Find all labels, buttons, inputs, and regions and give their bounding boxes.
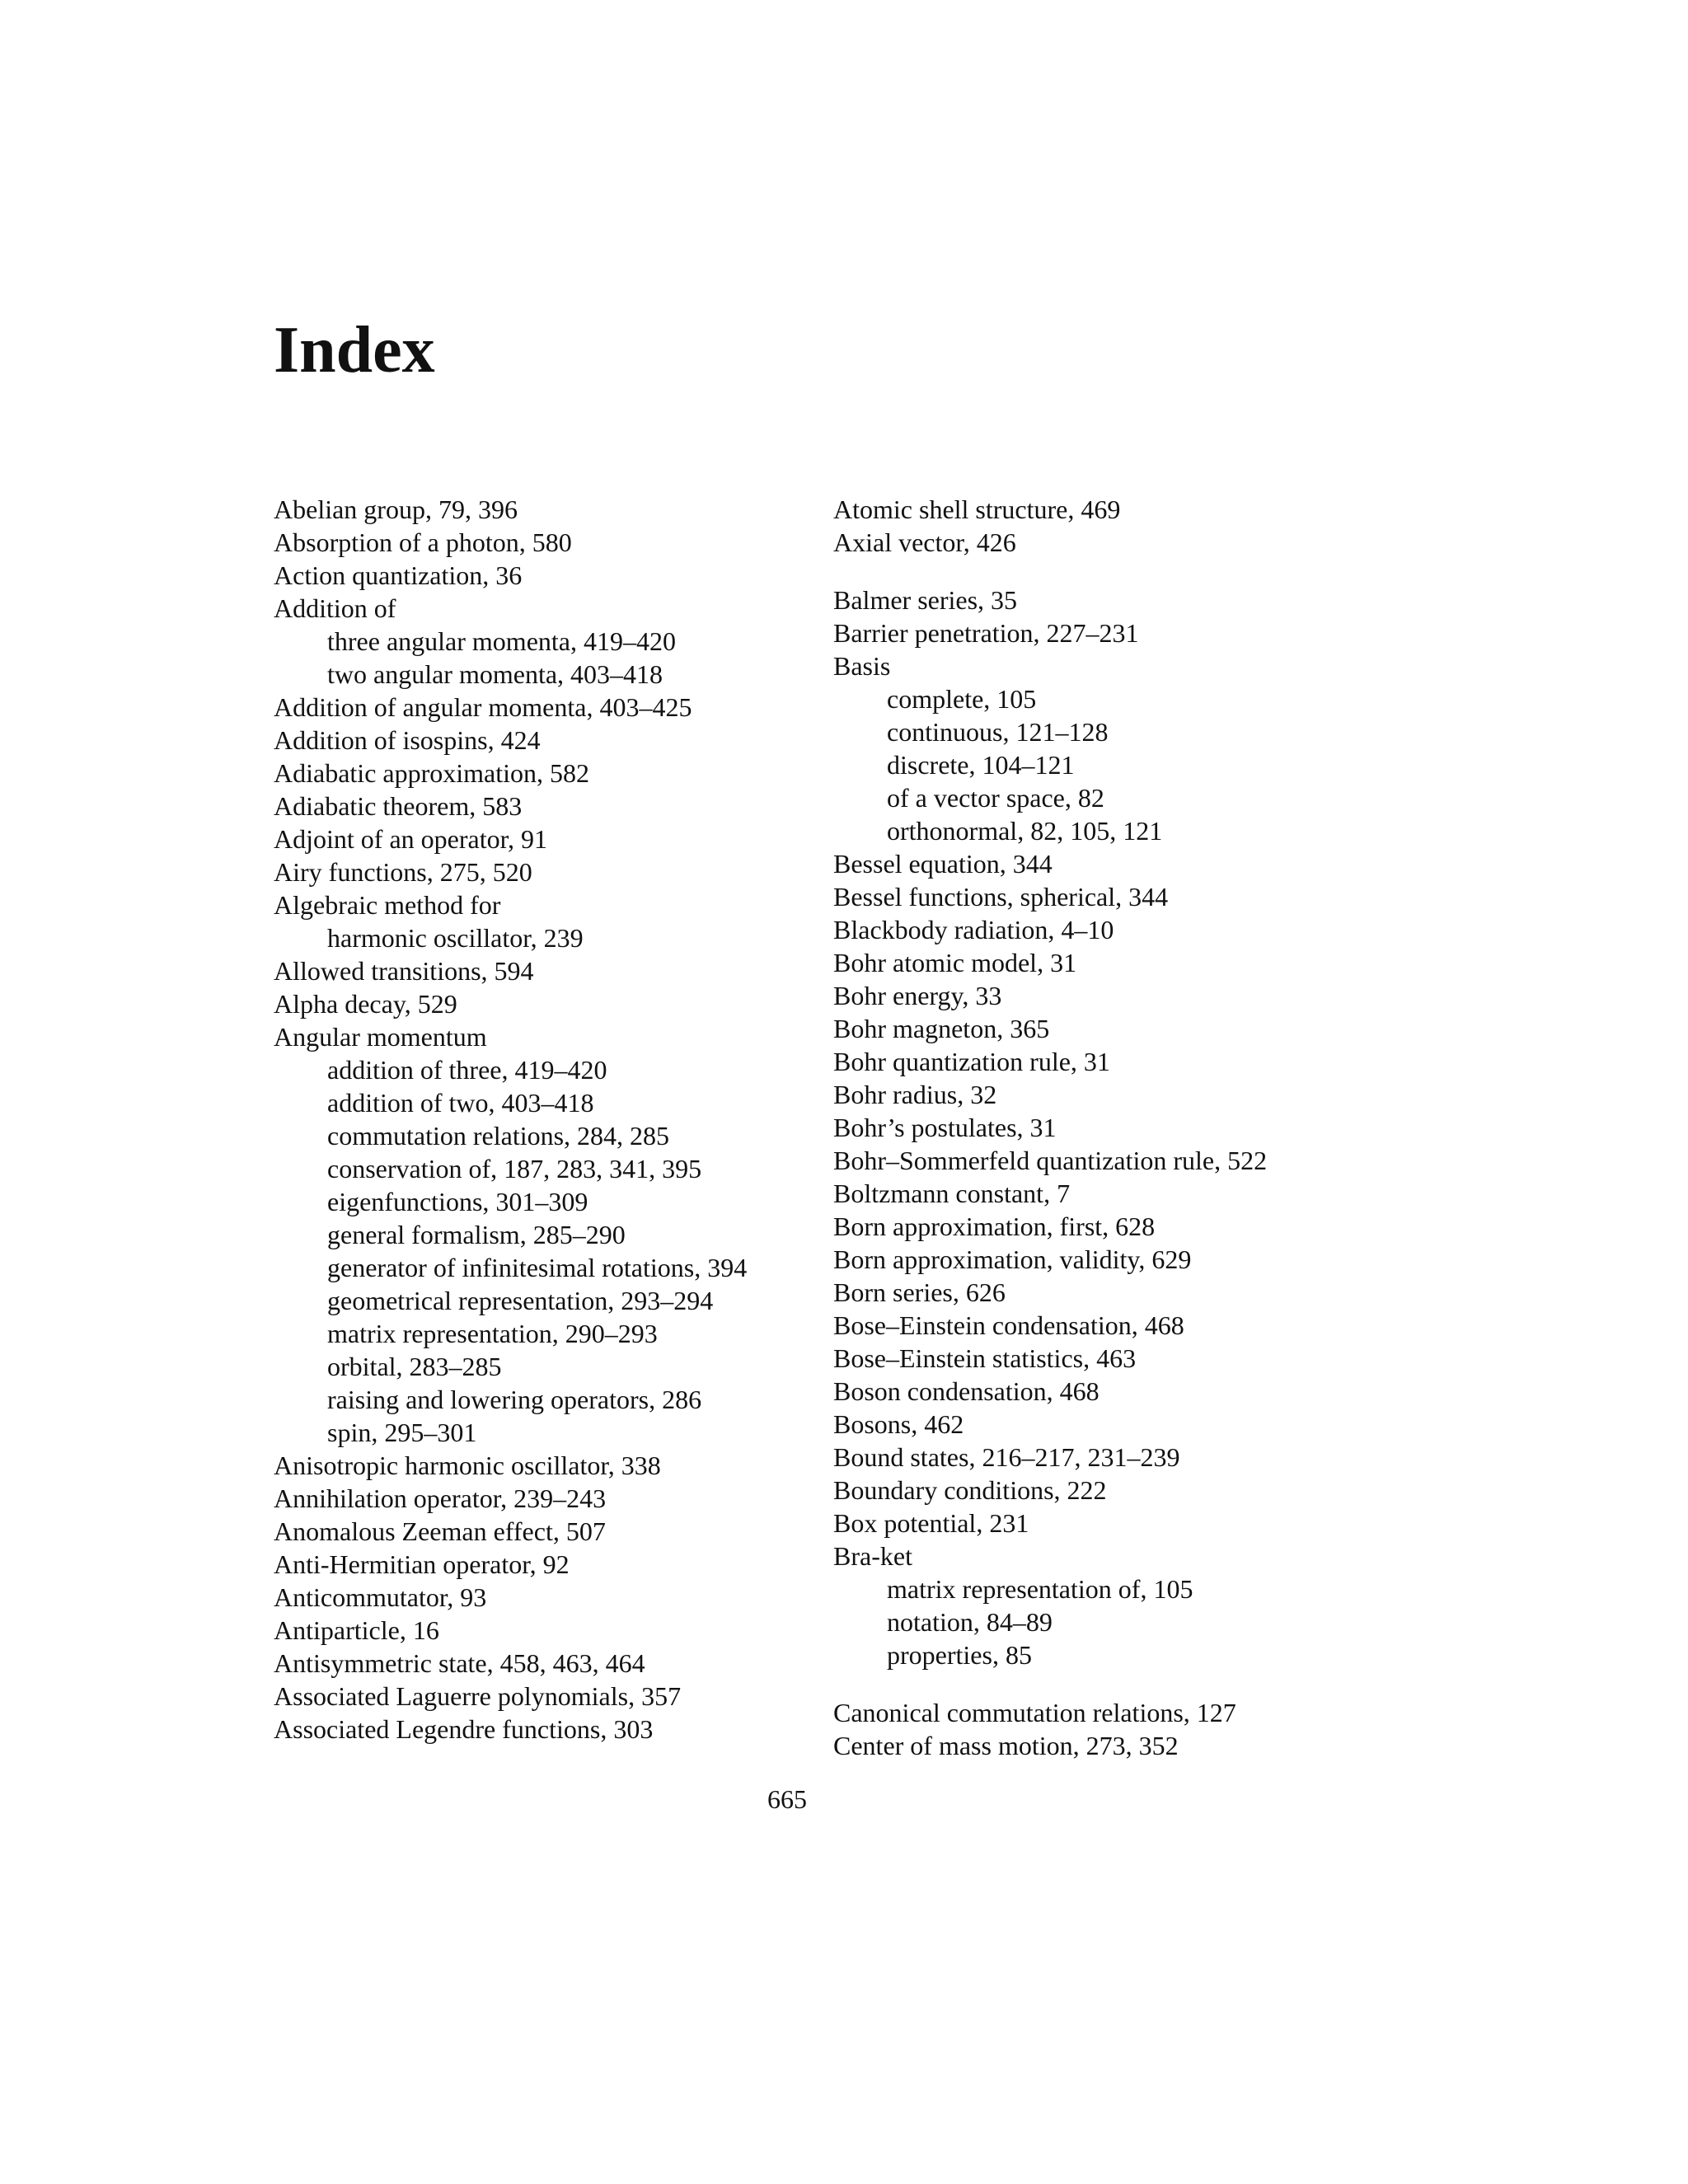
index-entry: Angular momentum (274, 1022, 487, 1052)
index-subentry: orthonormal, 82, 105, 121 (887, 816, 1163, 846)
index-entry: Box potential, 231 (833, 1508, 1029, 1538)
index-entry: Bohr’s postulates, 31 (833, 1113, 1057, 1142)
index-entry: Born series, 626 (833, 1277, 1006, 1307)
index-subentry: addition of two, 403–418 (327, 1088, 594, 1118)
index-entry: Bosons, 462 (833, 1409, 964, 1439)
index-entry: Bound states, 216–217, 231–239 (833, 1442, 1180, 1472)
index-entry: Boundary conditions, 222 (833, 1475, 1107, 1505)
index-subentry: generator of infinitesimal rotations, 394 (327, 1253, 748, 1282)
index-entry: Boson condensation, 468 (833, 1376, 1100, 1406)
index-entry: Born approximation, validity, 629 (833, 1244, 1192, 1274)
index-entry: Alpha decay, 529 (274, 989, 457, 1019)
index-entry: Anti-Hermitian operator, 92 (274, 1549, 570, 1579)
index-subentry: addition of three, 419–420 (327, 1055, 607, 1085)
index-entry: Action quantization, 36 (274, 560, 523, 590)
index-entry: Absorption of a photon, 580 (274, 527, 572, 557)
index-entry: Algebraic method for (274, 890, 501, 920)
index-entry: Bose–Einstein statistics, 463 (833, 1343, 1137, 1373)
index-entry: Allowed transitions, 594 (274, 956, 534, 986)
index-entry: Addition of (274, 593, 396, 623)
index-subentry: notation, 84–89 (887, 1607, 1053, 1637)
index-entry: Atomic shell structure, 469 (833, 494, 1121, 524)
index-subentry: eigenfunctions, 301–309 (327, 1187, 588, 1216)
index-entry: Boltzmann constant, 7 (833, 1179, 1071, 1208)
index-entry: Bohr energy, 33 (833, 981, 1002, 1010)
index-entry: Associated Laguerre polynomials, 357 (274, 1681, 682, 1711)
index-subentry: matrix representation, 290–293 (327, 1319, 658, 1348)
index-subentry: discrete, 104–121 (887, 750, 1075, 780)
index-entry: Bohr quantization rule, 31 (833, 1047, 1110, 1076)
index-subentry: conservation of, 187, 283, 341, 395 (327, 1154, 702, 1183)
page-number: 665 (767, 1784, 807, 1814)
index-entry: Bose–Einstein condensation, 468 (833, 1310, 1184, 1340)
index-subentry: raising and lowering operators, 286 (327, 1385, 702, 1414)
index-subentry: harmonic oscillator, 239 (327, 923, 584, 953)
index-entry: Anomalous Zeeman effect, 507 (274, 1516, 606, 1546)
index-subentry: geometrical representation, 293–294 (327, 1286, 714, 1315)
index-entry: Blackbody radiation, 4–10 (833, 915, 1114, 944)
index-subentry: commutation relations, 284, 285 (327, 1121, 670, 1151)
index-entry: Bohr atomic model, 31 (833, 948, 1077, 977)
index-entry: Addition of angular momenta, 403–425 (274, 692, 692, 722)
index-subentry: complete, 105 (887, 684, 1037, 714)
index-entry: Axial vector, 426 (833, 527, 1016, 557)
index-entry: Canonical commutation relations, 127 (833, 1698, 1236, 1727)
index-subentry: continuous, 121–128 (887, 717, 1109, 747)
index-entry: Antisymmetric state, 458, 463, 464 (274, 1648, 645, 1678)
index-entry: Center of mass motion, 273, 352 (833, 1731, 1179, 1760)
index-subentry: spin, 295–301 (327, 1418, 477, 1447)
index-subentry: matrix representation of, 105 (887, 1574, 1193, 1604)
index-entry: Airy functions, 275, 520 (274, 857, 532, 887)
index-entry: Addition of isospins, 424 (274, 725, 541, 755)
index-entry: Abelian group, 79, 396 (274, 494, 518, 524)
index-entry: Anticommutator, 93 (274, 1582, 487, 1612)
index-entry: Bessel functions, spherical, 344 (833, 882, 1169, 912)
index-entry: Born approximation, first, 628 (833, 1212, 1156, 1241)
index-entry: Adiabatic theorem, 583 (274, 791, 523, 821)
index-entry: Balmer series, 35 (833, 585, 1018, 615)
index-entry: Bohr–Sommerfeld quantization rule, 522 (833, 1146, 1268, 1175)
index-entry: Antiparticle, 16 (274, 1615, 439, 1645)
index-entry: Bohr magneton, 365 (833, 1014, 1050, 1043)
index-entry: Bra-ket (833, 1541, 912, 1571)
page-title: Index (274, 314, 435, 387)
index-column-right (833, 493, 1394, 1762)
index-entry: Annihilation operator, 239–243 (274, 1483, 607, 1513)
index-subentry: general formalism, 285–290 (327, 1220, 626, 1249)
index-column-left (274, 493, 834, 1746)
index-subentry: of a vector space, 82 (887, 783, 1104, 813)
index-subentry: orbital, 283–285 (327, 1352, 502, 1381)
index-entry: Adjoint of an operator, 91 (274, 824, 547, 854)
index-subentry: properties, 85 (887, 1640, 1032, 1670)
index-entry: Basis (833, 651, 891, 681)
index-entry: Barrier penetration, 227–231 (833, 618, 1139, 648)
index-entry: Adiabatic approximation, 582 (274, 758, 590, 788)
index-subentry: three angular momenta, 419–420 (327, 626, 676, 656)
index-entry: Associated Legendre functions, 303 (274, 1714, 654, 1744)
index-entry: Bohr radius, 32 (833, 1080, 997, 1109)
index-entry: Anisotropic harmonic oscillator, 338 (274, 1451, 661, 1480)
index-subentry: two angular momenta, 403–418 (327, 659, 663, 689)
index-entry: Bessel equation, 344 (833, 849, 1053, 879)
